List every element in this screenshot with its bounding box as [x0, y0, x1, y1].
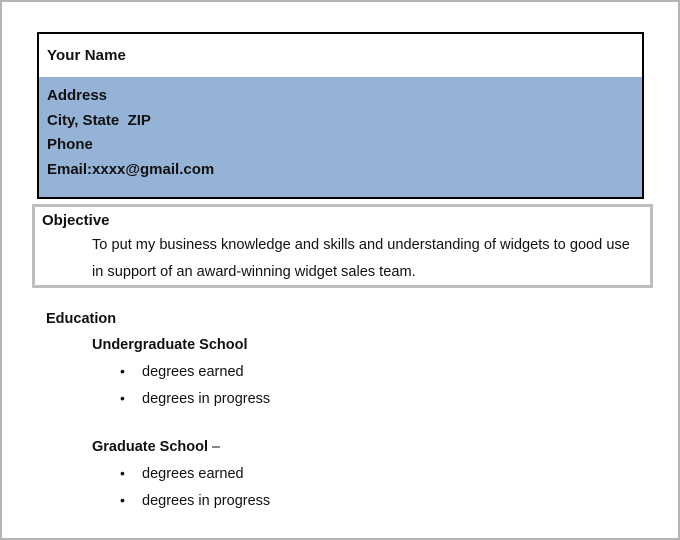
bullet-icon: • [120, 465, 125, 481]
objective-text: To put my business knowledge and skills and understanding of widgets to good use in support of an award-winning widget sales team. [92, 237, 630, 280]
list-item [120, 390, 270, 407]
list-item-label: degrees in progress [142, 391, 271, 407]
contact-phone: Phone [47, 136, 93, 153]
bullet-icon: • [120, 492, 125, 508]
list-item-label: degrees in progress [142, 493, 271, 509]
bullet-icon: • [120, 363, 125, 379]
school-title [92, 337, 270, 353]
bullet-icon: • [120, 390, 125, 406]
school-name: Undergraduate School [92, 337, 248, 353]
list-item-label: degrees earned [142, 364, 244, 380]
school-undergraduate [92, 337, 270, 407]
school-title [92, 439, 270, 455]
education-heading: Education [46, 311, 117, 327]
list-item-label: degrees earned [142, 466, 244, 482]
list-item [120, 465, 270, 482]
contact-address: Address [47, 87, 108, 104]
name-header [39, 34, 642, 77]
contact-city-state-zip: City, State ZIP [47, 111, 151, 129]
objective-box [32, 204, 653, 288]
list-item [120, 363, 270, 380]
name-card [37, 32, 644, 199]
contact-block [39, 77, 642, 197]
education-section [46, 311, 270, 509]
name-title: Your Name [47, 47, 126, 64]
contact-email: Email:xxxx@gmail.com [47, 160, 215, 178]
list-item [120, 492, 270, 509]
school-suffix: – [208, 439, 221, 455]
school-graduate [92, 439, 270, 509]
objective-heading: Objective [42, 212, 110, 229]
school-name: Graduate School [92, 439, 209, 455]
